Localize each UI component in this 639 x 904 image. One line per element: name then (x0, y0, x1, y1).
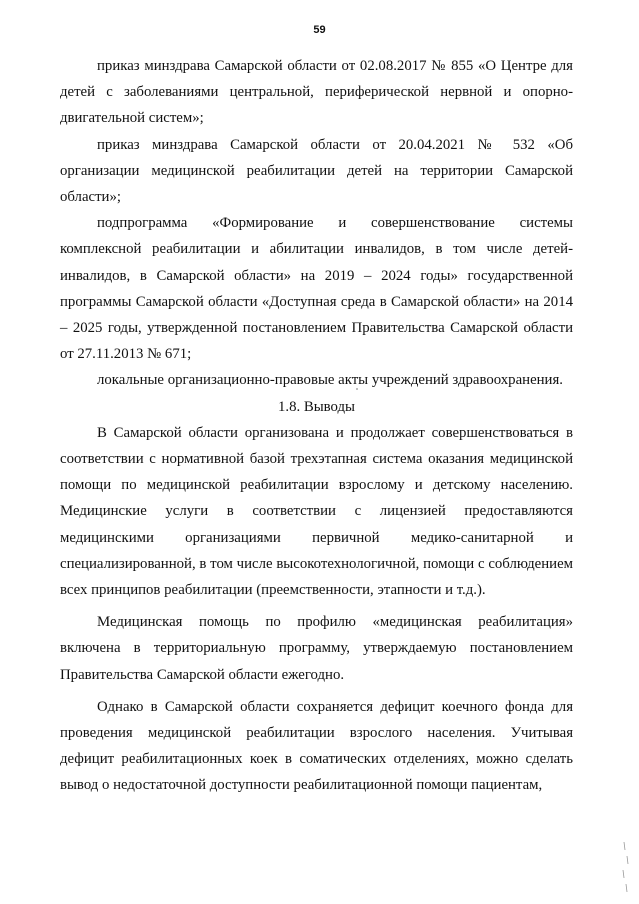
paragraph-subprogram: подпрограмма «Формирование и совершенствование системы комплексной реабилитации и абилитации инвалидов, в том числе детей-инвалидов, в Самарской области» на 2019 – 2024 годы» государственной программы Самарской области «Доступная среда в Самарской области» на 2014 – 2025 годы, утвержденной постановлением Правительства Самарской области от 27.11.2013 № 671; (60, 215, 573, 363)
page-number: 59 (313, 24, 326, 36)
paragraph-conclusion-system: В Самарской области организована и продолжает совершенствоваться в соответствии с нормативной базой трехэтапная система оказания медицинской помощи по медицинской реабилитации взрослому и детскому населению. Медицинские услуги в соответствии с лицензией предоставляются медицинскими организациями первичной медико-санитарной и специализированной, в том числе высокотехнологичной, помощи с соблюдением всех принципов реабилитации (преемственности, этапности и т.д.). (60, 424, 573, 599)
paragraph-order-532: приказ минздрава Самарской области от 20.04.2021 № 532 «Об организации медицинской реабилитации детей на территории Самарской области»; (60, 136, 573, 206)
scan-speck (356, 388, 358, 390)
document-body (60, 53, 573, 799)
paragraph-local-acts: локальные организационно-правовые акты учреждений здравоохранения. (97, 372, 563, 389)
paragraph-conclusion-program: Медицинская помощь по профилю «медицинская реабилитация» включена в территориальную программу, утверждаемую постановлением Правительства Самарской области ежегодно. (60, 614, 573, 683)
margin-scan-marks (621, 838, 631, 898)
paragraph-conclusion-deficit: Однако в Самарской области сохраняется дефицит коечного фонда для проведения медицинской реабилитации взрослого населения. Учитывая дефицит реабилитационных коек в соматических отделениях, можно сделать вывод о недостаточной доступности реабилитационной помощи пациентам, (60, 698, 573, 794)
paragraph-order-855: приказ минздрава Самарской области от 02.08.2017 № 855 «О Центре для детей с заболеваниями центральной, периферической нервной и опорно-двигательной систем»; (60, 58, 573, 127)
section-heading: 1.8. Выводы (277, 398, 356, 415)
